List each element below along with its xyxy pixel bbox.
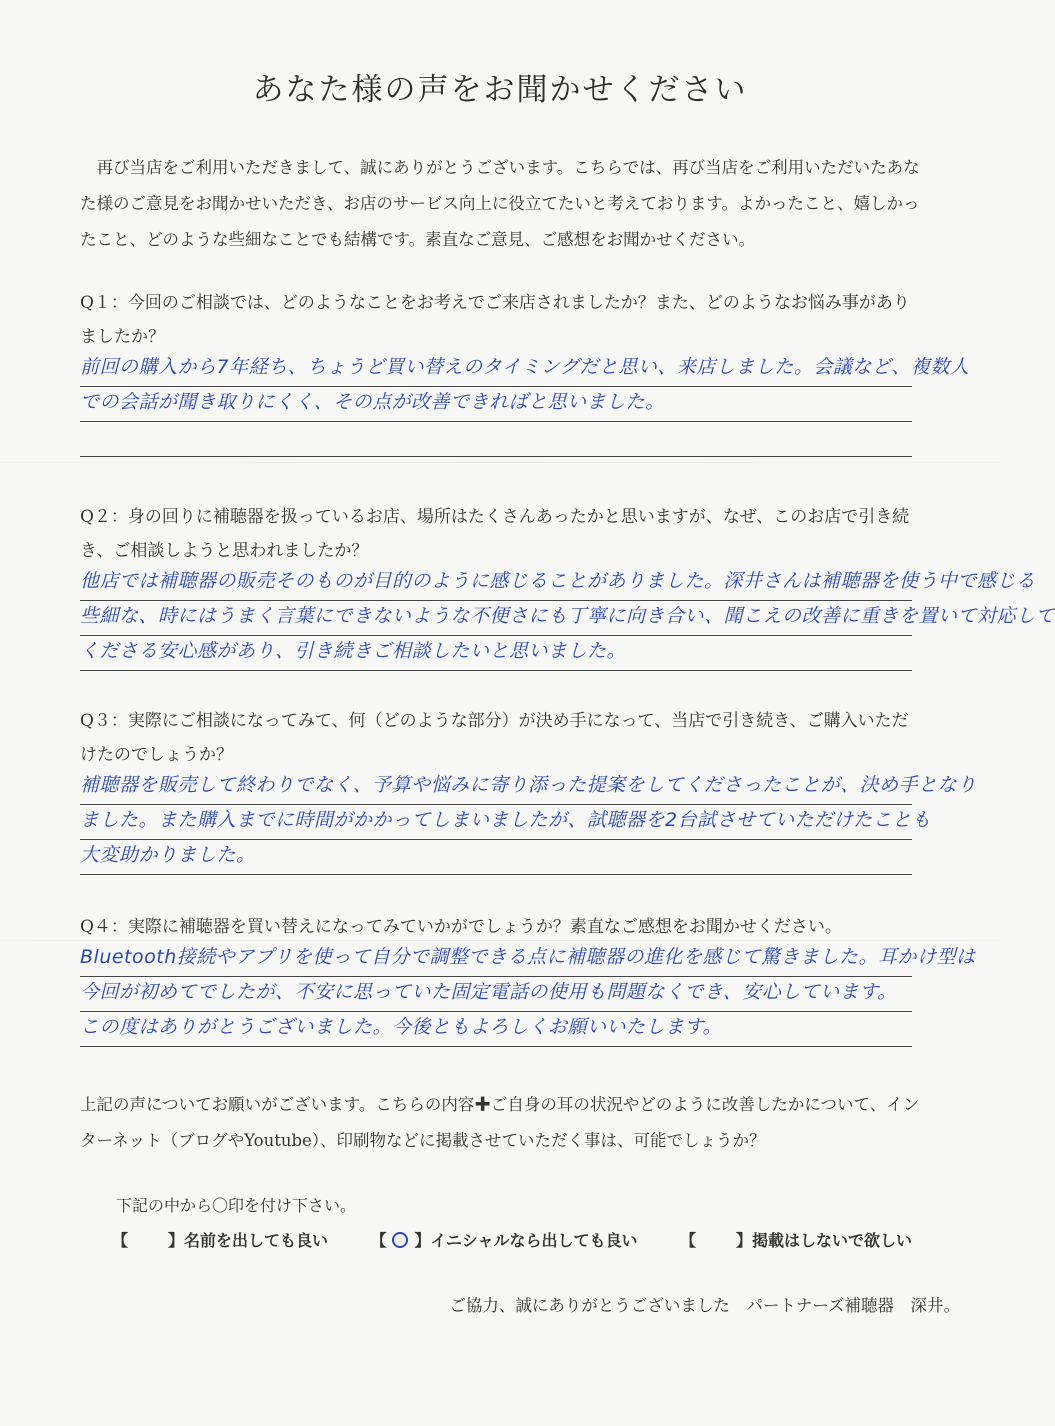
bracket-close: 】 [168,1231,185,1250]
answer-line: Bluetooth接続やアプリを使って自分で調整できる点に補聴器の進化を感じて驚きました。耳かけ型は [80,942,912,977]
option-label: 掲載はしないで欲しい [751,1231,912,1250]
question-2: Q２：身の回りに補聴器を扱っているお店、場所はたくさんあったかと思いますが、なぜ、このお店で引き続き、ご相談しようと思われましたか？ [80,507,910,561]
closing-thanks: ご協力、誠にありがとうございました パートナーズ補聴器 深井。 [449,1296,960,1315]
paper-fold-line [0,462,1000,463]
answer-3 [80,770,977,875]
answer-line: ました。また購入までに時間がかかってしまいましたが、試聴器を2台試させていただけたことも [80,805,912,840]
page-title: あなた様の声をお聞かせください [252,72,748,108]
bracket-close: 】 [414,1231,431,1250]
answer-line: 補聴器を販売して終わりでなく、予算や悩みに寄り添った提案をしてくださったことが、決め手となり [80,770,912,805]
circle-mark-icon [392,1232,408,1248]
option-label: イニシャルなら出しても良い [430,1231,638,1250]
answer-1 [80,352,970,457]
bracket-open: 【 [370,1231,387,1250]
bracket-open: 【 [679,1231,696,1250]
question-1: Q１：今回のご相談では、どのようなことをお考えでご来店されましたか？また、どのようなお悩み事がありましたか？ [80,293,910,347]
question-3: Q３：実際にご相談になってみて、何（どのような部分）が決め手になって、当店で引き続き、ご購入いただけたのでしょうか？ [80,711,909,765]
answer-4 [80,942,976,1047]
option-name-ok[interactable] [112,1228,328,1251]
publication-request: 上記の声についてお願いがございます。こちらの内容✚ご自身の耳の状況やどのように改善したかについて、インターネット（ブログやYoutube）、印刷物などに掲載させていただく事は、可能でしょうか？ [80,1095,920,1150]
answer-2 [80,566,1055,671]
answer-line: 前回の購入から7年経ち、ちょうど買い替えのタイミングだと思い、来店しました。会議など、複数人 [80,352,912,387]
answer-line: 今回が初めてでしたが、不安に思っていた固定電話の使用も問題なくでき、安心しています。 [80,977,912,1012]
option-label: 名前を出しても良い [184,1231,329,1250]
answer-line: 些細な、時にはうまく言葉にできないような不便さにも丁寧に向き合い、聞こえの改善に重きを置いて対応して [80,601,912,636]
selection-instruction: 下記の中から〇印を付け下さい。 [116,1196,357,1215]
answer-line [80,422,912,457]
intro-paragraph: 再び当店をご利用いただきまして、誠にありがとうございます。こちらでは、再び当店をご利用いただいたあなた様のご意見をお聞かせいただき、お店のサービス向上に役立てたいと考えております。よかったこと、嬉しかったこと、どのような些細なことでも結構です。素直なご意見、ご感想をお聞かせください。 [80,158,920,249]
question-4: Q４：実際に補聴器を買い替えになってみていかがでしょうか？素直なご感想をお聞かせください。 [80,917,842,937]
answer-line: 大変助かりました。 [80,840,912,875]
answer-line: での会話が聞き取りにくく、その点が改善できればと思いました。 [80,387,912,422]
consent-options [112,1228,912,1251]
answer-line: くださる安心感があり、引き続きご相談したいと思いました。 [80,636,912,671]
bracket-open: 【 [112,1231,129,1250]
option-initials-ok[interactable] [370,1228,637,1251]
option-no-publish[interactable] [680,1228,912,1251]
bracket-close: 】 [735,1231,752,1250]
answer-line: この度はありがとうございました。今後ともよろしくお願いいたします。 [80,1012,912,1047]
answer-line: 他店では補聴器の販売そのものが目的のように感じることがありました。深井さんは補聴器を使う中で感じる [80,566,912,601]
